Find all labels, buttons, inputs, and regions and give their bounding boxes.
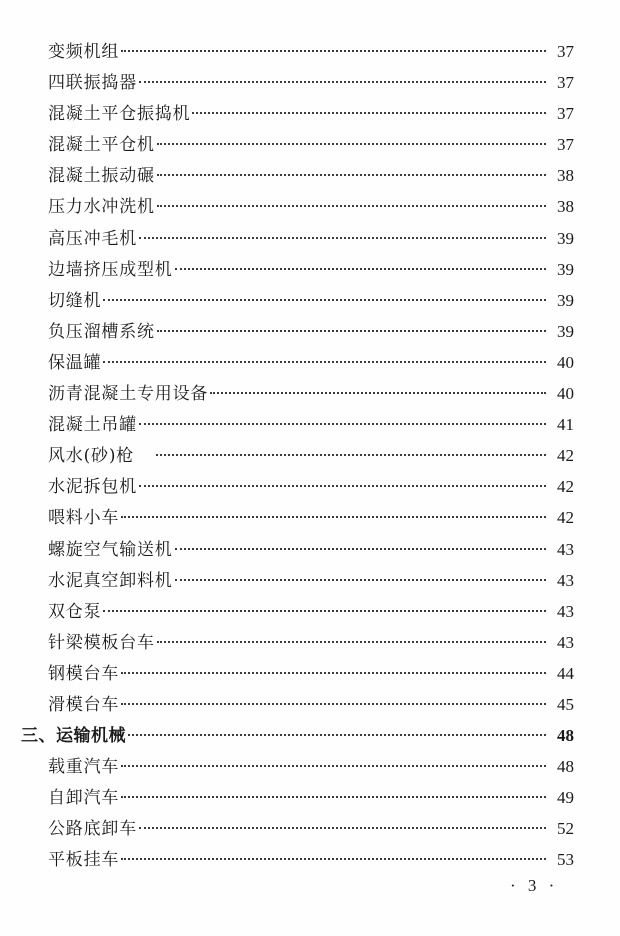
toc-entry-title: 螺旋空气输送机 <box>48 539 173 560</box>
toc-entry[interactable] <box>48 316 574 347</box>
toc-entry[interactable] <box>48 658 574 689</box>
toc-entry[interactable] <box>48 689 574 720</box>
toc-entry-title: 喂料小车 <box>48 508 120 529</box>
toc-entry-title: 双仓泵 <box>48 601 102 622</box>
toc-entry-page: 49 <box>557 788 574 808</box>
toc-entry-title: 平板挂车 <box>48 850 120 871</box>
toc-entry-page: 42 <box>557 508 574 528</box>
toc-entry[interactable] <box>48 751 574 782</box>
toc-entry-page: 43 <box>557 539 574 559</box>
toc-entry[interactable] <box>48 844 574 875</box>
toc-entry[interactable] <box>48 627 574 658</box>
toc-entry-page: 42 <box>557 477 574 497</box>
dot-leader <box>128 734 546 736</box>
toc-entry-title: 沥青混凝土专用设备 <box>48 384 209 405</box>
toc-entry-page: 37 <box>557 104 574 124</box>
toc-entry-page: 43 <box>557 601 574 621</box>
dot-leader <box>139 485 546 487</box>
toc-entry-page: 39 <box>557 259 574 279</box>
toc-entry-title: 切缝机 <box>48 290 102 311</box>
toc-entry-title: 混凝土振动碾 <box>48 166 155 187</box>
toc-entry-title: 钢模台车 <box>48 663 120 684</box>
toc-entry-page: 39 <box>557 290 574 310</box>
toc-entry-title: 混凝土吊罐 <box>48 415 137 436</box>
toc-entry-title: 变频机组 <box>48 42 120 62</box>
toc-entry-title: 保温罐 <box>48 352 102 373</box>
toc-entry-page: 48 <box>557 726 574 746</box>
dot-leader <box>175 548 546 550</box>
toc-entry[interactable] <box>48 285 574 316</box>
dot-leader <box>103 299 546 301</box>
toc-entry-title: 风水(砂)枪 <box>48 446 135 467</box>
toc-entry-page: 42 <box>557 446 574 466</box>
toc-entry-title: 混凝土平仓机 <box>48 135 155 156</box>
toc-entry-page: 45 <box>557 694 574 714</box>
dot-leader <box>103 610 546 612</box>
toc-entry-title: 载重汽车 <box>48 757 120 778</box>
toc-entry[interactable] <box>48 347 574 378</box>
dot-leader <box>157 143 546 145</box>
toc-entry-page: 37 <box>557 135 574 155</box>
dot-leader <box>157 205 546 207</box>
toc-entry-page: 53 <box>557 850 574 870</box>
dot-leader <box>121 516 546 518</box>
toc-entry-page: 38 <box>557 166 574 186</box>
toc-entry-page: 39 <box>557 228 574 248</box>
toc-entry[interactable] <box>48 502 574 533</box>
toc-entry-page: 43 <box>557 632 574 652</box>
dot-leader <box>121 765 546 767</box>
toc-entry-page: 52 <box>557 819 574 839</box>
toc-entry-page: 44 <box>557 663 574 683</box>
dot-leader <box>121 672 546 674</box>
dot-leader <box>175 268 546 270</box>
toc-entry-page: 37 <box>557 73 574 93</box>
dot-leader <box>121 703 546 705</box>
toc-entry[interactable] <box>48 813 574 844</box>
toc-entry[interactable] <box>48 223 574 254</box>
toc-entry-title: 针梁模板台车 <box>48 632 155 653</box>
toc-entry[interactable] <box>48 409 574 440</box>
dot-leader <box>139 237 546 239</box>
toc-entry[interactable] <box>48 440 574 471</box>
toc-section-title: 三、运输机械 <box>21 726 126 747</box>
toc-entry[interactable] <box>48 191 574 222</box>
toc-entry[interactable] <box>48 254 574 285</box>
toc-entry-title: 水泥拆包机 <box>48 477 137 498</box>
dot-leader <box>139 827 546 829</box>
dot-leader <box>121 796 546 798</box>
toc-entry[interactable] <box>48 471 574 502</box>
dot-leader <box>121 858 546 860</box>
dot-leader <box>121 50 546 52</box>
dot-leader <box>192 112 546 114</box>
toc-entry-page: 38 <box>557 197 574 217</box>
dot-leader <box>103 361 546 363</box>
toc-entry-title: 压力水冲洗机 <box>48 197 155 218</box>
page-number: · 3 · <box>510 876 559 895</box>
dot-leader <box>156 454 546 456</box>
dot-leader <box>139 81 546 83</box>
toc-entry[interactable] <box>48 160 574 191</box>
dot-leader <box>157 174 546 176</box>
toc-entry-page: 43 <box>557 570 574 590</box>
toc-entry-page: 41 <box>557 415 574 435</box>
dot-leader <box>175 579 546 581</box>
toc-entry[interactable] <box>48 596 574 627</box>
dot-leader <box>139 423 546 425</box>
table-of-contents <box>21 36 574 876</box>
toc-entry[interactable] <box>48 534 574 565</box>
dot-leader <box>210 392 546 394</box>
toc-entry-title: 四联振捣器 <box>48 73 137 94</box>
toc-section-heading[interactable] <box>21 720 574 751</box>
toc-entry[interactable] <box>48 378 574 409</box>
toc-entry-title: 负压溜槽系统 <box>48 321 155 342</box>
toc-entry-title: 公路底卸车 <box>48 819 137 840</box>
toc-entry-title: 混凝土平仓振捣机 <box>48 104 191 125</box>
toc-entry-title: 边墙挤压成型机 <box>48 259 173 280</box>
toc-entry-page: 37 <box>557 42 574 61</box>
toc-entry[interactable] <box>48 98 574 129</box>
toc-entry[interactable] <box>48 36 574 67</box>
toc-entry[interactable] <box>48 782 574 813</box>
dot-leader <box>157 641 546 643</box>
toc-entry-title: 滑模台车 <box>48 694 120 715</box>
toc-entry-title: 高压冲毛机 <box>48 228 137 249</box>
toc-entry[interactable] <box>48 565 574 596</box>
toc-entry-page: 40 <box>557 384 574 404</box>
toc-entry-page: 48 <box>557 757 574 777</box>
toc-entry-page: 40 <box>557 352 574 372</box>
toc-entry-page: 39 <box>557 321 574 341</box>
toc-entry-title: 水泥真空卸料机 <box>48 570 173 591</box>
dot-leader <box>157 330 546 332</box>
toc-entry-title: 自卸汽车 <box>48 788 120 809</box>
toc-entry[interactable] <box>48 129 574 160</box>
toc-entry[interactable] <box>48 67 574 98</box>
